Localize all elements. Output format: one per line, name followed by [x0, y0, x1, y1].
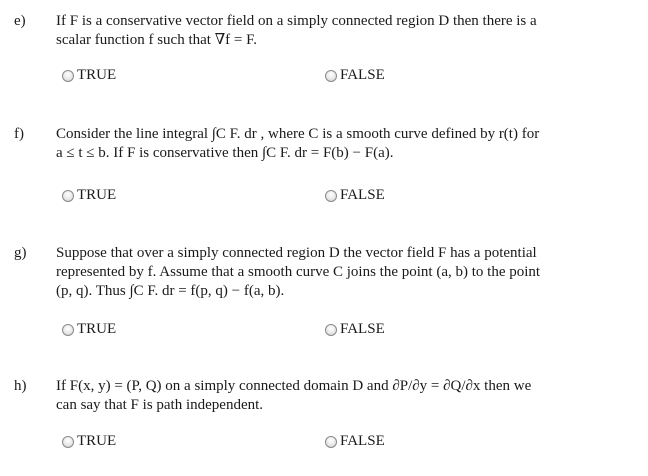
- false-option[interactable]: [325, 66, 385, 85]
- question-label: g): [14, 245, 27, 261]
- question-line: Suppose that over a simply connected region D the vector field F has a potential: [56, 245, 537, 261]
- question-line: can say that F is path independent.: [56, 397, 264, 413]
- question-line: If F is a conservative vector field on a simply connected region D then there is a: [56, 13, 537, 29]
- false-radio-button[interactable]: [325, 324, 337, 336]
- false-option-label[interactable]: FALSE: [340, 433, 385, 449]
- false-option[interactable]: [325, 186, 385, 205]
- question-text: [56, 244, 636, 301]
- true-radio-button[interactable]: [62, 70, 74, 82]
- false-option-label[interactable]: FALSE: [340, 321, 385, 337]
- true-option-label[interactable]: TRUE: [77, 67, 117, 83]
- false-option-label[interactable]: FALSE: [340, 187, 385, 203]
- question-line: Consider the line integral ∫C F. dr , where C is a smooth curve defined by r(t) for: [56, 126, 540, 142]
- false-radio-button[interactable]: [325, 190, 337, 202]
- question-line: (p, q). Thus ∫C F. dr = f(p, q) − f(a, b).: [56, 283, 285, 299]
- true-option-label[interactable]: TRUE: [77, 433, 117, 449]
- false-option-label[interactable]: FALSE: [340, 67, 385, 83]
- question-line: scalar function f such that ∇f = F.: [56, 32, 258, 48]
- true-option[interactable]: [62, 186, 116, 205]
- true-radio-button[interactable]: [62, 436, 74, 448]
- question-line: If F(x, y) = (P, Q) on a simply connected domain D and ∂P/∂y = ∂Q/∂x then we: [56, 378, 532, 394]
- true-option[interactable]: [62, 66, 116, 85]
- question-line: represented by f. Assume that a smooth curve C joins the point (a, b) to the point: [56, 264, 541, 280]
- false-option[interactable]: [325, 320, 385, 339]
- true-option-label[interactable]: TRUE: [77, 187, 117, 203]
- true-option[interactable]: [62, 432, 116, 451]
- true-option[interactable]: [62, 320, 116, 339]
- true-option-label[interactable]: TRUE: [77, 321, 117, 337]
- question-text: [56, 125, 636, 163]
- false-radio-button[interactable]: [325, 436, 337, 448]
- true-radio-button[interactable]: [62, 324, 74, 336]
- question-label: e): [14, 13, 26, 29]
- question-line: a ≤ t ≤ b. If F is conservative then ∫C F. dr = F(b) − F(a).: [56, 145, 394, 161]
- true-radio-button[interactable]: [62, 190, 74, 202]
- false-option[interactable]: [325, 432, 385, 451]
- question-label: h): [14, 378, 27, 394]
- question-text: [56, 377, 636, 415]
- question-text: [56, 12, 636, 50]
- false-radio-button[interactable]: [325, 70, 337, 82]
- question-label: f): [14, 126, 24, 142]
